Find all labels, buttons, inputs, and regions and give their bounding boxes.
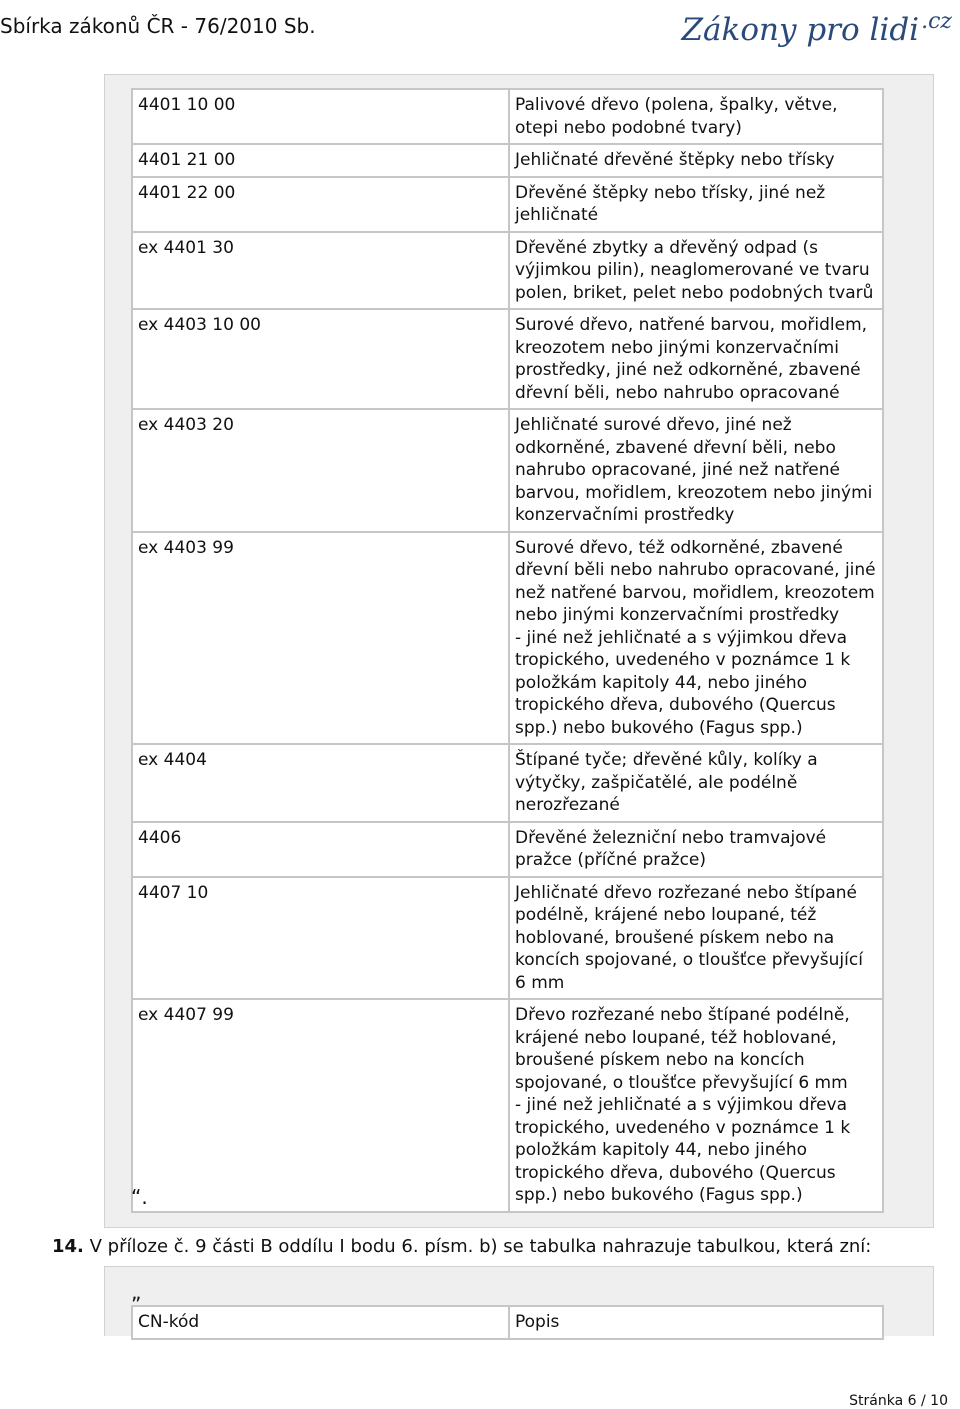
description-line: kreozotem nebo jinými konzervačními (515, 337, 839, 358)
col-header-description: Popis (509, 1306, 883, 1339)
cn-code-cell: ex 4404 (132, 744, 509, 822)
description-line: jehličnaté (515, 205, 599, 225)
description-line: dřevní běli nebo nahrubo opracované, jiné (515, 560, 876, 580)
description-cell (509, 232, 883, 310)
description-cell (509, 89, 883, 144)
description-line: Jehličnaté surové dřevo, jiné než (515, 415, 792, 435)
cn-code-cell: ex 4403 99 (132, 532, 509, 745)
description-line: Surové dřevo, natřené barvou, mořidlem, (515, 315, 868, 335)
description-line: polen, briket, pelet nebo podobných tvarů (515, 282, 874, 303)
opening-quote: „ (131, 1280, 142, 1304)
description-line: Palivové dřevo (polena, špalky, větve, (515, 95, 838, 115)
description-line: Jehličnaté dřevo rozřezané nebo štípané (515, 882, 858, 903)
description-cell (509, 744, 883, 822)
amendment-point-text: V příloze č. 9 části B oddílu I bodu 6. písm. b) se tabulka nahrazuje tabulkou, která zní: (89, 1236, 872, 1257)
table-row (132, 877, 883, 1000)
description-cell (509, 532, 883, 745)
description-line: krájené nebo loupané, též hoblované, (515, 1027, 837, 1048)
table-row (132, 144, 883, 177)
description-line: prostředky, jiné než odkorněné, zbavené (515, 360, 861, 380)
description-line: nerozřezané (515, 795, 620, 815)
description-line: hoblované, broušené pískem nebo na (515, 927, 835, 948)
cn-code-cell: 4407 10 (132, 877, 509, 1000)
cn-code-cell: ex 4403 20 (132, 409, 509, 532)
site-logo-text: Zákony pro lidi (681, 12, 920, 48)
description-cell (509, 999, 883, 1212)
table-row (132, 309, 883, 409)
table-row (132, 177, 883, 232)
col-header-cn-code: CN-kód (132, 1306, 509, 1339)
description-cell (509, 144, 883, 177)
description-line: výjimkou pilin), neaglomerované ve tvaru (515, 260, 870, 280)
closing-quote: “. (131, 1185, 148, 1209)
description-cell (509, 309, 883, 409)
next-table-header-row (132, 1306, 883, 1339)
table-row (132, 744, 883, 822)
cn-code-cell: 4401 22 00 (132, 177, 509, 232)
cn-code-cell: ex 4401 30 (132, 232, 509, 310)
table-row (132, 232, 883, 310)
description-line: tropického dřeva, dubového (Quercus (515, 695, 836, 715)
description-line: tropického, uvedeného v poznámce 1 k (515, 1117, 851, 1138)
site-logo[interactable] (682, 0, 952, 52)
description-cell (509, 409, 883, 532)
cn-code-cell: 4401 21 00 (132, 144, 509, 177)
cn-code-cell: 4401 10 00 (132, 89, 509, 144)
page-number: Stránka 6 / 10 (849, 1393, 948, 1409)
description-line: barvou, mořidlem, kreozotem nebo jinými (515, 482, 873, 503)
description-line: Surové dřevo, též odkorněné, zbavené (515, 537, 843, 558)
description-line: Jehličnaté dřevěné štěpky nebo třísky (515, 150, 835, 170)
description-line: tropického dřeva, dubového (Quercus (515, 1162, 836, 1183)
description-line: Štípané tyče; dřevěné kůly, kolíky a (515, 750, 818, 770)
description-line: Dřevěné štěpky nebo třísky, jiné než (515, 182, 826, 203)
description-cell (509, 877, 883, 1000)
description-line: broušené pískem nebo na koncích (515, 1050, 805, 1070)
site-logo-suffix: .cz (921, 9, 952, 34)
description-line: odkorněné, zbavené dřevní běli, nebo (515, 437, 836, 458)
description-line: položkám kapitoly 44, nebo jiného (515, 672, 808, 693)
description-line: spp.) nebo bukového (Fagus spp.) (515, 717, 803, 738)
amendment-point-number: 14. (52, 1236, 84, 1257)
description-line: - jiné než jehličnaté a s výjimkou dřeva (515, 627, 848, 648)
table-row (132, 89, 883, 144)
table-row (132, 532, 883, 745)
next-cn-code-table (131, 1305, 884, 1340)
description-line: Dřevo rozřezané nebo štípané podélně, (515, 1005, 850, 1025)
cn-code-cell: 4406 (132, 822, 509, 877)
description-cell (509, 177, 883, 232)
description-line: dřevní běli, nebo nahrubo opracované (515, 382, 840, 403)
cn-code-table (131, 88, 884, 1213)
description-line: otepi nebo podobné tvary) (515, 117, 742, 138)
table-row (132, 409, 883, 532)
page-header-title: Sbírka zákonů ČR - 76/2010 Sb. (0, 14, 316, 38)
description-line: tropického, uvedeného v poznámce 1 k (515, 650, 851, 670)
cn-code-table-body (132, 89, 883, 1212)
description-line: položkám kapitoly 44, nebo jiného (515, 1140, 808, 1160)
description-line: podélně, krájené nebo loupané, též (515, 905, 817, 925)
description-line: 6 mm (515, 972, 565, 993)
description-line: pražce (příčné pražce) (515, 850, 707, 870)
description-line: - jiné než jehličnaté a s výjimkou dřeva (515, 1095, 848, 1115)
description-line: spojované, o tloušťce převyšující 6 mm (515, 1072, 848, 1093)
description-line: než natřené barvou, mořidlem, kreozotem (515, 582, 875, 603)
description-line: nebo jinými konzervačními prostředky (515, 605, 840, 625)
description-line: konzervačními prostředky (515, 505, 735, 525)
description-line: koncích spojované, o tloušťce převyšující (515, 950, 863, 970)
description-line: spp.) nebo bukového (Fagus spp.) (515, 1185, 803, 1205)
description-line: Dřevěné zbytky a dřevěný odpad (s (515, 237, 818, 258)
description-cell (509, 822, 883, 877)
description-line: výtyčky, zašpičatělé, ale podélně (515, 772, 798, 793)
cn-code-cell: ex 4407 99 (132, 999, 509, 1212)
amendment-point (52, 1236, 871, 1257)
description-line: nahrubo opracované, jiné než natřené (515, 460, 841, 480)
table-row (132, 999, 883, 1212)
table-row (132, 822, 883, 877)
cn-code-cell: ex 4403 10 00 (132, 309, 509, 409)
description-line: Dřevěné železniční nebo tramvajové (515, 827, 827, 848)
